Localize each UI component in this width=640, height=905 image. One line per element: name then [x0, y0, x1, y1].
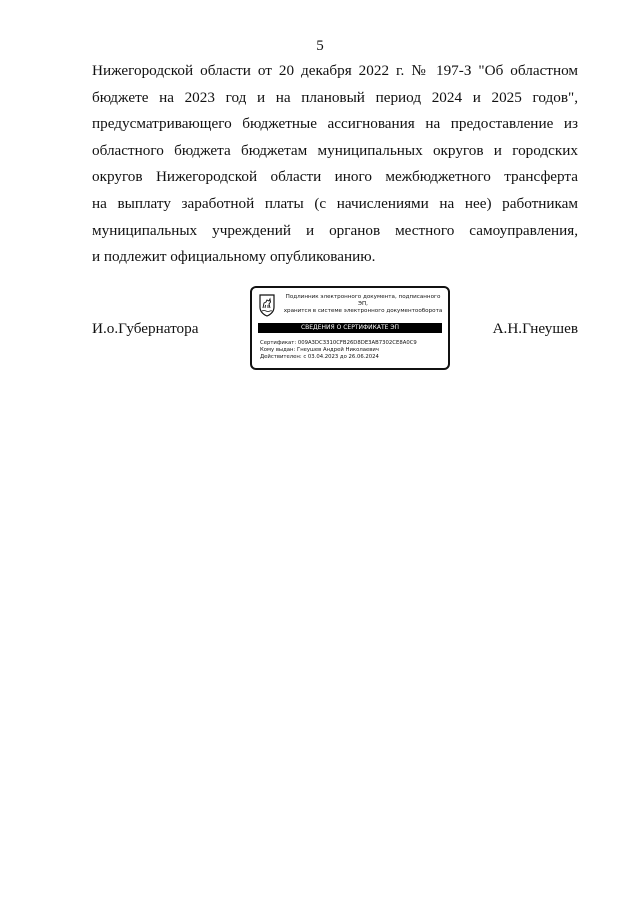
validity-value: с 03.04.2023 до 26.06.2024 — [303, 354, 379, 361]
certificate-value: 009A3DC3310CFB26D8DE3AB7302CE8A0C9 — [297, 340, 417, 346]
stamp-header — [280, 294, 446, 315]
validity-row — [260, 354, 444, 361]
issued-to-label: Кому выдан: — [260, 347, 296, 354]
stamp-header-line: хранится в системе электронного документооборота — [283, 308, 443, 314]
body-line: округов Нижегородской области иного межбюджетного трансферта — [92, 168, 578, 186]
body-line: и подлежит официальному опубликованию. — [92, 248, 376, 266]
body-paragraph — [92, 58, 578, 271]
electronic-signature-stamp — [250, 286, 450, 370]
body-line: на выплату заработной платы (с начислениями на нее) работникам — [92, 194, 578, 212]
certificate-label: Сертификат: — [260, 340, 297, 346]
signer-name: А.Н.Гнеушев — [492, 320, 578, 337]
stamp-details — [260, 340, 444, 362]
page-number: 5 — [316, 38, 324, 54]
body-line: Нижегородской области от 20 декабря 2022 г. № 197-З "Об областном — [92, 62, 578, 79]
stamp-certificate-bar: СВЕДЕНИЯ О СЕРТИФИКАТЕ ЭП — [258, 323, 442, 333]
body-line: предусматривающего бюджетные ассигнования на предоставление из — [92, 115, 578, 133]
stamp-header-line: Подлинник электронного документа, подписанного ЭП, — [285, 294, 441, 307]
signer-title: И.о.Губернатора — [92, 320, 199, 337]
issued-to-value: Гнеушев Андрей Николаевич — [296, 347, 379, 354]
coat-of-arms-icon — [258, 293, 276, 317]
body-line: областного бюджета бюджетам муниципальных округов и городских — [92, 141, 578, 159]
validity-label: Действителен: — [260, 354, 302, 361]
body-line: муниципальных учреждений и органов местного самоуправления, — [92, 221, 578, 239]
body-line: бюджете на 2023 год и на плановый период 2024 и 2025 годов", — [92, 88, 578, 106]
